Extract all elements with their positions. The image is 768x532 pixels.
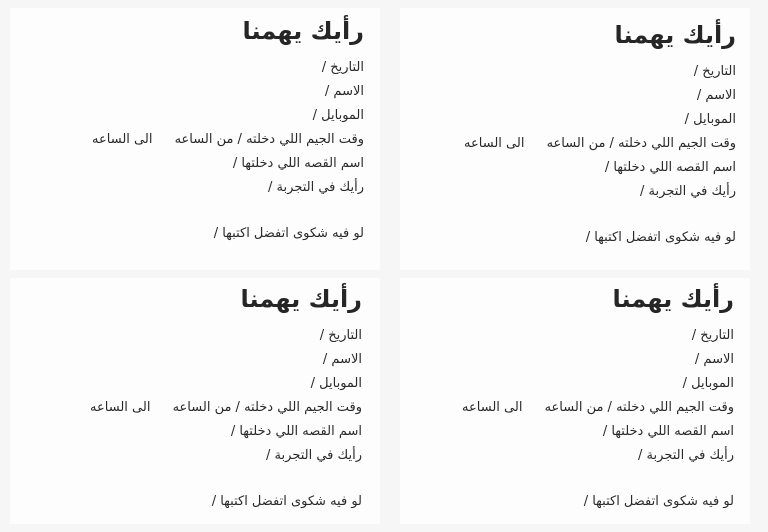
gym-time-field-label: [32, 396, 362, 420]
opinion-field-label: رأيك في التجربة /: [266, 448, 362, 463]
gym-time-field-label: [406, 132, 736, 156]
name-field-label: الاسم /: [324, 84, 364, 99]
name-field-label: الاسم /: [322, 352, 362, 367]
opinion-field-label: رأيك في التجربة /: [640, 184, 736, 199]
spacer: [394, 468, 734, 490]
gym-time-to-label: الى الساعه: [464, 136, 525, 151]
opinion-field-label: رأيك في التجربة /: [638, 448, 734, 463]
gym-time-to-label: الى الساعه: [462, 400, 523, 415]
feedback-form-bottom-left: [32, 284, 362, 514]
gym-time-from-label: وقت الجيم اللي دخلته / من الساعه: [172, 400, 362, 415]
feedback-form-top-left: [34, 16, 364, 246]
form-title: رأيك يهمنا: [240, 285, 362, 313]
spacer: [34, 200, 364, 222]
complaint-field-label: لو فيه شكوى اتفضل اكتبها /: [585, 230, 736, 245]
gym-time-from-label: وقت الجيم اللي دخلته / من الساعه: [546, 136, 736, 151]
feedback-form-top-right: [406, 20, 736, 250]
form-title: رأيك يهمنا: [612, 285, 734, 313]
gym-time-to-label: الى الساعه: [92, 132, 153, 147]
date-field-label: التاريخ /: [691, 328, 734, 343]
story-field-label: اسم القصه اللي دخلتها /: [602, 424, 734, 439]
form-title: رأيك يهمنا: [614, 21, 736, 49]
story-field-label: اسم القصه اللي دخلتها /: [232, 156, 364, 171]
gym-time-to-label: الى الساعه: [90, 400, 151, 415]
date-field-label: التاريخ /: [321, 60, 364, 75]
form-title: رأيك يهمنا: [242, 17, 364, 45]
gym-time-field-label: [394, 396, 734, 420]
mobile-field-label: الموبايل /: [312, 108, 364, 123]
story-field-label: اسم القصه اللي دخلتها /: [604, 160, 736, 175]
gym-time-from-label: وقت الجيم اللي دخلته / من الساعه: [174, 132, 364, 147]
spacer: [406, 204, 736, 226]
mobile-field-label: الموبايل /: [682, 376, 734, 391]
gym-time-from-label: وقت الجيم اللي دخلته / من الساعه: [544, 400, 734, 415]
mobile-field-label: الموبايل /: [310, 376, 362, 391]
complaint-field-label: لو فيه شكوى اتفضل اكتبها /: [583, 494, 734, 509]
gym-time-field-label: [34, 128, 364, 152]
date-field-label: التاريخ /: [319, 328, 362, 343]
opinion-field-label: رأيك في التجربة /: [268, 180, 364, 195]
feedback-form-bottom-right: [394, 284, 734, 514]
name-field-label: الاسم /: [694, 352, 734, 367]
date-field-label: التاريخ /: [693, 64, 736, 79]
complaint-field-label: لو فيه شكوى اتفضل اكتبها /: [211, 494, 362, 509]
story-field-label: اسم القصه اللي دخلتها /: [230, 424, 362, 439]
spacer: [32, 468, 362, 490]
name-field-label: الاسم /: [696, 88, 736, 103]
mobile-field-label: الموبايل /: [684, 112, 736, 127]
complaint-field-label: لو فيه شكوى اتفضل اكتبها /: [213, 226, 364, 241]
